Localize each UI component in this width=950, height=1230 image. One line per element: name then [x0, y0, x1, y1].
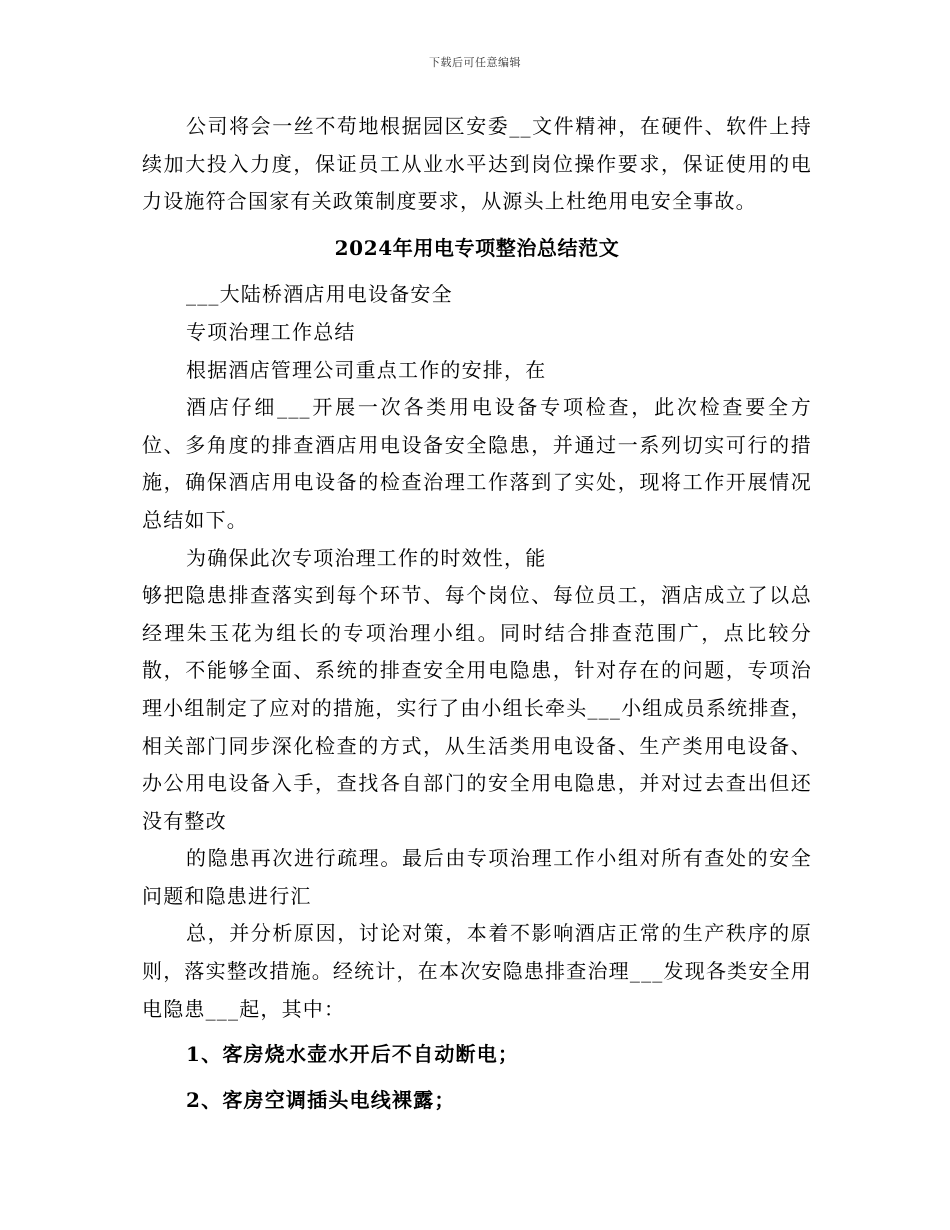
document-title: 2024年用电专项整治总结范文: [334, 235, 620, 260]
paragraph-4: 酒店仔细___开展一次各类用电设备专项检查，此次检查要全方位、多角度的排查酒店用电设备安全隐患，并通过一系列切实可行的措施，确保酒店用电设备的检查治理工作落到了实处，现将工作开展情况总结如下。: [142, 395, 812, 532]
intro-paragraph: 公司将会一丝不苟地根据园区安委__文件精神，在硬件、软件上持续加大投入力度，保证员工从业水平达到岗位操作要求，保证使用的电力设施符合国家有关政策制度要求，从源头上杜绝用电安全事故。: [142, 114, 812, 214]
paragraph-2: 专项治理工作总结: [186, 319, 356, 344]
paragraph-3: 根据酒店管理公司重点工作的安排，在: [186, 357, 547, 382]
list-item-2: 2、客房空调插头电线裸露；: [186, 1087, 456, 1112]
paragraph-5: 为确保此次专项治理工作的时效性，能: [186, 545, 547, 570]
paragraph-6: 够把隐患排查落实到每个环节、每个岗位、每位员工，酒店成立了以总经理朱玉花为组长的专项治理小组。同时结合排查范围广，点比较分散，不能够全面、系统的排查安全用电隐患，针对存在的问题，专项治理小组制定了应对的措施，实行了由小组长牵头___小组成员系统排查，相关部门同步深化检查的方式，从生活类用电设备、生产类用电设备、办公用电设备入手，查找各自部门的安全用电隐患，并对过去查出但还没有整改: [142, 583, 812, 833]
paragraph-8: 总，并分析原因，讨论对策，本着不影响酒店正常的生产秩序的原则，落实整改措施。经统计，在本次安隐患排查治理___发现各类安全用电隐患___起，其中：: [142, 921, 812, 1021]
document-body: [142, 108, 812, 1119]
list-item-1: 1、客房烧水壶水开后不自动断电；: [186, 1042, 520, 1067]
page-header: 下载后可任意编辑: [429, 56, 521, 69]
paragraph-1: ___大陆桥酒店用电设备安全: [186, 282, 453, 307]
paragraph-7: 的隐患再次进行疏理。最后由专项治理工作小组对所有查处的安全问题和隐患进行汇: [142, 846, 812, 908]
